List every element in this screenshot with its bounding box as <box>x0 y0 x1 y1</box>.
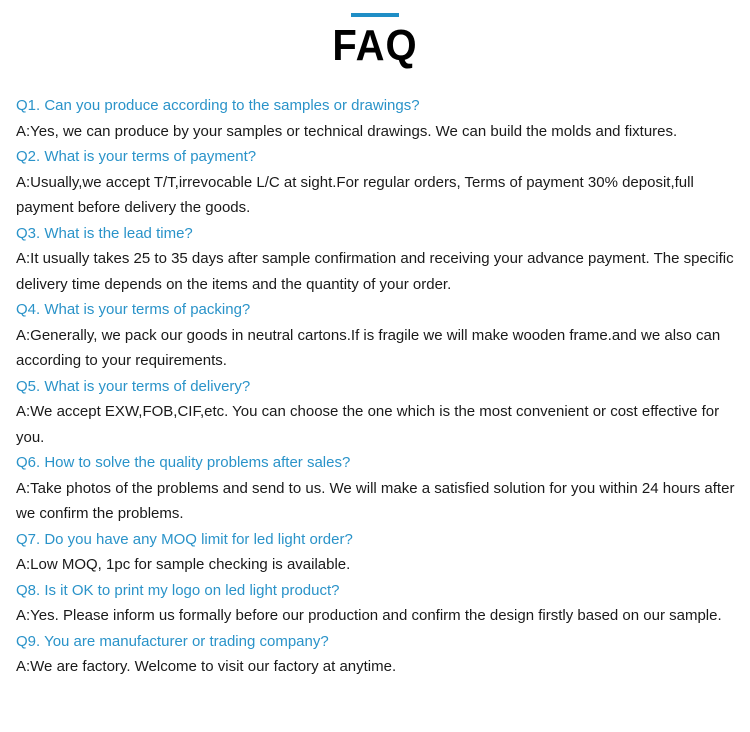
faq-item-5 <box>16 374 738 451</box>
faq-answer: A:Yes, we can produce by your samples or technical drawings. We can build the molds and fixtures. <box>16 122 678 140</box>
faq-item-1 <box>16 93 738 144</box>
faq-answer: A:Generally, we pack our goods in neutral cartons.If is fragile we will make wooden frame.and we also can according to your requirements. <box>16 326 721 369</box>
faq-question: Q4. What is your terms of packing? <box>16 301 251 318</box>
faq-header <box>0 0 750 90</box>
faq-answer: A:Yes. Please inform us formally before our production and confirm the design firstly based on our sample. <box>16 607 722 624</box>
title-accent-bar <box>351 13 399 17</box>
faq-item-4 <box>16 297 738 374</box>
faq-question: Q9. You are manufacturer or trading company? <box>16 632 329 650</box>
page-title: FAQ <box>332 22 418 70</box>
faq-item-3 <box>16 221 738 298</box>
faq-answer: A:We are factory. Welcome to visit our factory at anytime. <box>16 658 397 675</box>
faq-answer: A:Take photos of the problems and send to us. We will make a satisfied solution for you within 24 hours after we confirm the problems. <box>16 479 735 522</box>
faq-item-8 <box>16 578 738 629</box>
faq-question: Q5. What is your terms of delivery? <box>16 377 251 395</box>
faq-item-7 <box>16 527 738 578</box>
faq-list <box>16 93 738 680</box>
faq-question: Q3. What is the lead time? <box>16 224 193 242</box>
faq-item-9 <box>16 629 738 680</box>
faq-question: Q6. How to solve the quality problems after sales? <box>16 454 351 471</box>
faq-answer: A:We accept EXW,FOB,CIF,etc. You can choose the one which is the most convenient or cost effective for you. <box>16 403 720 446</box>
faq-answer: A:Low MOQ, 1pc for sample checking is available. <box>16 556 351 573</box>
faq-answer: A:It usually takes 25 to 35 days after sample confirmation and receiving your advance payment. The specific delivery time depends on the items and the quantity of your order. <box>16 250 734 293</box>
faq-answer: A:Usually,we accept T/T,irrevocable L/C at sight.For regular orders, Terms of payment 30% deposit,full payment before delivery the goods. <box>16 173 694 216</box>
faq-question: Q1. Can you produce according to the samples or drawings? <box>16 97 420 114</box>
faq-question: Q8. Is it OK to print my logo on led light product? <box>16 581 340 599</box>
faq-question: Q2. What is your terms of payment? <box>16 148 257 165</box>
faq-question: Q7. Do you have any MOQ limit for led light order? <box>16 530 353 548</box>
faq-item-2 <box>16 144 738 221</box>
faq-item-6 <box>16 450 738 527</box>
